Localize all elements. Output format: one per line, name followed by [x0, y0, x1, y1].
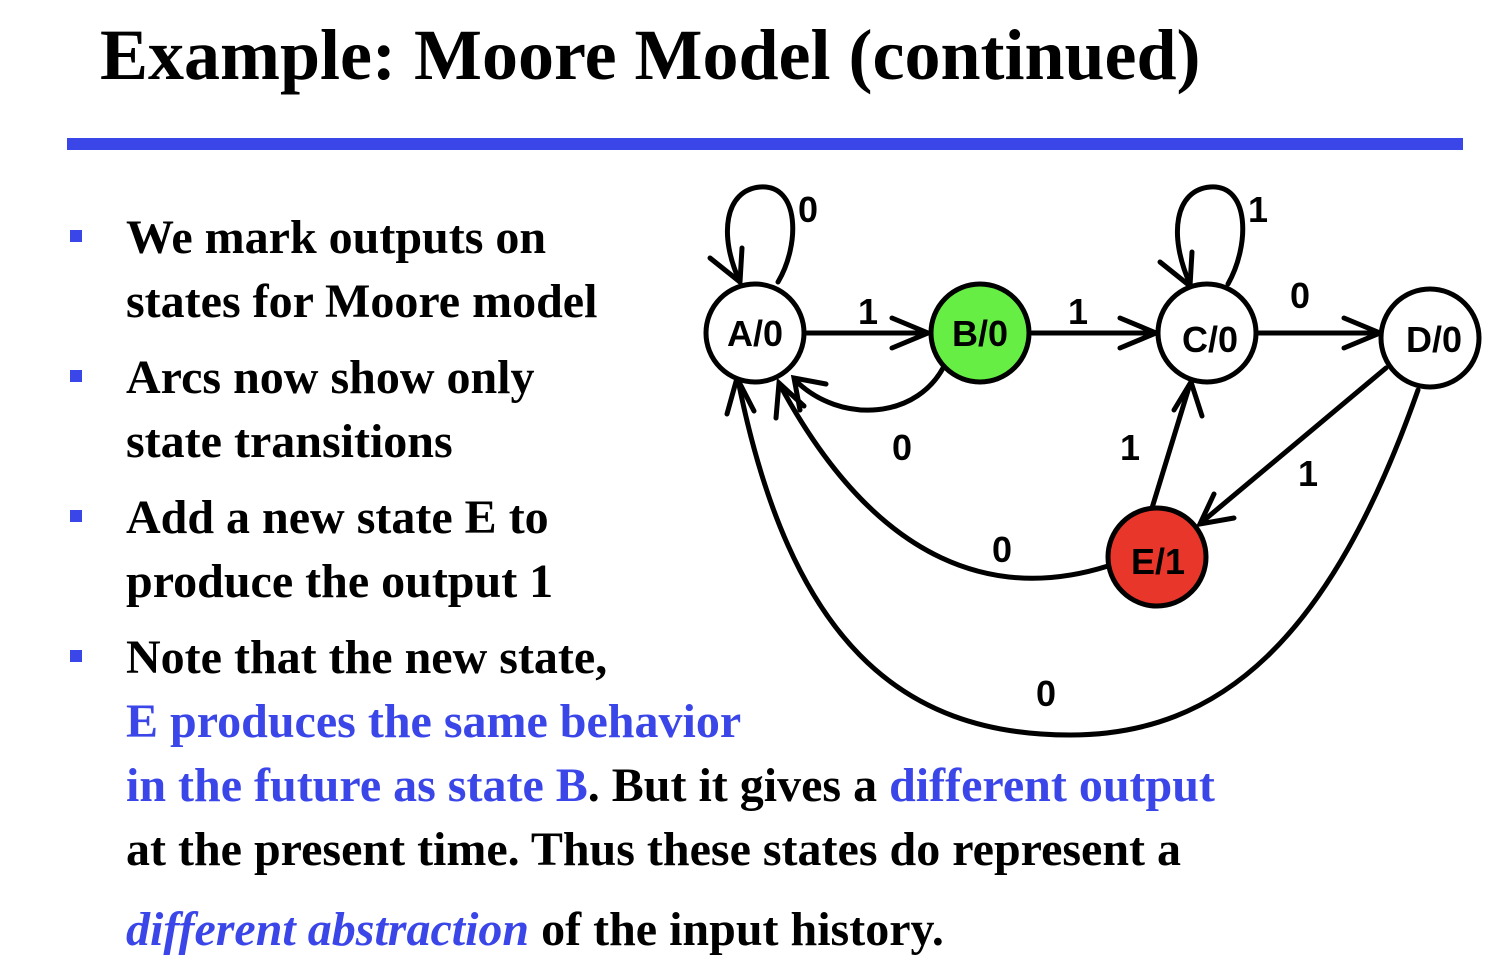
arc-b-to-a [795, 362, 946, 410]
highlight-different-output: different output [889, 759, 1215, 812]
bullet-4-line-5-text: of the input history. [529, 903, 944, 956]
arc-e-to-c [1152, 384, 1190, 508]
label-a-self: 0 [797, 189, 819, 230]
bullet-4-line-4: at the present time. Thus these states do represent a [126, 823, 1182, 876]
arc-d-to-a [738, 380, 1418, 735]
bullet-3-line-2: produce the output 1 [126, 555, 554, 608]
label-a-to-b: 1 [857, 291, 879, 332]
label-c-to-d: 0 [1289, 275, 1311, 316]
slide-title: Example: Moore Model (continued) [100, 15, 1201, 95]
label-b-to-c: 1 [1067, 291, 1089, 332]
arc-a-self-head [710, 248, 742, 282]
arc-a-self [727, 187, 792, 282]
bullet-2-line-1: Arcs now show only [126, 351, 535, 404]
bullet-4-line-1: Note that the new state, [126, 631, 608, 684]
arc-c-self [1177, 187, 1242, 284]
highlight-future-as-b: in the future as state B [126, 759, 588, 812]
state-b-label: B/0 [951, 313, 1009, 354]
highlight-different-abstraction: different abstraction [126, 903, 530, 956]
state-d-label: D/0 [1405, 319, 1463, 360]
label-d-to-a: 0 [1035, 673, 1057, 714]
state-c-label: C/0 [1181, 319, 1239, 360]
arc-e-to-a [780, 385, 1108, 578]
bullet-1-line-2: states for Moore model [126, 275, 598, 328]
label-d-to-e: 1 [1297, 453, 1319, 494]
bullet-4-line-2: E produces the same behavior [126, 695, 742, 748]
bullet-4-line-3-text: . But it gives a [587, 759, 890, 812]
bullet-3-line-1: Add a new state E to [126, 491, 549, 544]
bullet-1-line-1: We mark outputs on [126, 211, 547, 264]
state-a-label: A/0 [726, 313, 784, 354]
state-e-label: E/1 [1130, 541, 1186, 582]
label-e-to-c: 1 [1119, 427, 1141, 468]
label-e-to-a: 0 [991, 529, 1013, 570]
arc-c-self-head [1160, 252, 1192, 286]
label-c-self: 1 [1247, 189, 1269, 230]
label-b-to-a: 0 [891, 427, 913, 468]
arc-d-to-e [1202, 368, 1386, 522]
bullet-2-line-2: state transitions [126, 415, 453, 468]
